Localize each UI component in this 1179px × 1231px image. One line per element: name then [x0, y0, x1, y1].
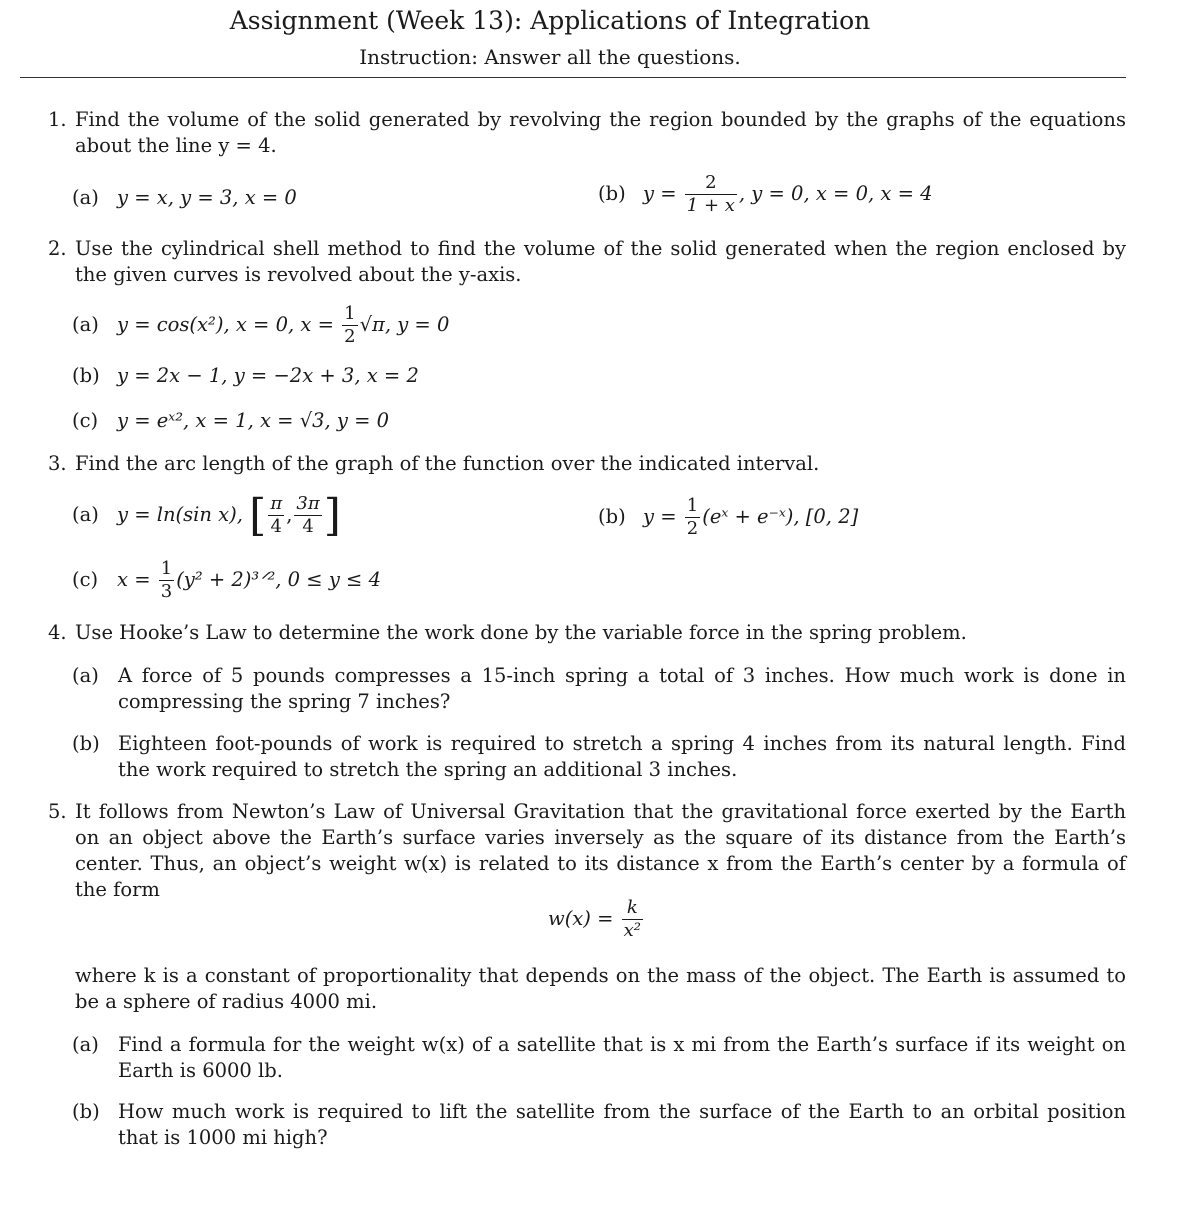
q3-part-c	[72, 558, 381, 603]
question-text: Find the volume of the solid generated by revolving the region bounded by the graphs of the equations about the line y = 4.	[75, 108, 1126, 157]
question-number: 2.	[48, 237, 67, 260]
part-label: (b)	[72, 732, 100, 755]
q3-part-a: (a) y = ln(sin x), [ $\frac{\pi}{4}$ , $\frac{3\pi}{4}$ ]	[72, 489, 341, 541]
part-label: (a)	[72, 313, 99, 336]
q5-part-b-text: How much work is required to lift the satellite from the surface of the Earth to an orbital position that is 1000 mi high?	[118, 1100, 1126, 1149]
denominator: 2	[344, 326, 356, 347]
q4-part-b-text: Eighteen foot-pounds of work is required to stretch a spring 4 inches from its natural length. Find the work required to stretch the spring an additional 3 inches.	[118, 732, 1126, 781]
q1-part-b	[598, 172, 933, 217]
question-number: 1.	[48, 108, 67, 131]
math-expression: y = x, y = 3, x = 0	[117, 186, 297, 209]
numerator: k	[622, 897, 643, 920]
math-expression: x =	[117, 568, 151, 591]
part-label: (a)	[72, 186, 99, 209]
fraction	[159, 558, 174, 603]
question-5	[48, 799, 1126, 903]
fraction	[685, 172, 737, 217]
left-bracket: [	[249, 489, 267, 541]
part-label: (c)	[72, 568, 99, 591]
page-title: Assignment (Week 13): Applications of Integration	[229, 6, 871, 35]
numerator: 3π	[296, 493, 320, 514]
fraction	[294, 493, 321, 538]
question-number: 3.	[48, 452, 67, 475]
question-text: Use Hooke’s Law to determine the work done by the variable force in the spring problem.	[75, 621, 967, 644]
question-2	[48, 236, 1126, 288]
q5-part-a-text: Find a formula for the weight w(x) of a satellite that is x mi from the Earth’s surface if its weight on Earth is 6000 lb.	[118, 1033, 1126, 1082]
q2-part-a	[72, 303, 449, 348]
part-label: (b)	[598, 182, 626, 205]
question-text: It follows from Newton’s Law of Universal Gravitation that the gravitational force exerted by the Earth on an object above the Earth’s surface varies inversely as the square of its distance from the Earth’s center. Thus, an object’s weight w(x) is related to its distance x from the Earth’s center by a formula of the form	[75, 800, 1126, 901]
math-expression: √π, y = 0	[359, 313, 450, 336]
math-expression: (eˣ + e⁻ˣ), [0, 2]	[702, 505, 859, 528]
question-3	[48, 451, 1126, 477]
math-expression: y =	[643, 182, 677, 205]
question-text: Use the cylindrical shell method to find the volume of the solid generated when the region enclosed by the given curves is revolved about the y-axis.	[75, 237, 1126, 286]
math-expression: y = eˣ², x = 1, x = √3, y = 0	[117, 409, 390, 432]
denominator: x²	[623, 920, 642, 941]
q4-part-a-text: A force of 5 pounds compresses a 15-inch spring a total of 3 inches. How much work is done in compressing the spring 7 inches?	[118, 664, 1126, 713]
right-bracket: ]	[323, 489, 341, 541]
part-label: (a)	[72, 503, 99, 526]
part-label: (b)	[72, 1100, 100, 1123]
q1-part-a	[72, 185, 297, 211]
denominator: 1 + x	[686, 195, 735, 216]
math-expression: y = ln(sin x),	[117, 503, 243, 526]
part-label: (c)	[72, 409, 99, 432]
fraction	[685, 495, 700, 540]
math-expression: , y = 0, x = 0, x = 4	[738, 182, 933, 205]
q3-part-b	[598, 495, 858, 540]
q5-continuation-text: where k is a constant of proportionality that depends on the mass of the object. The Earth is assumed to be a sphere of radius 4000 mi.	[75, 964, 1126, 1013]
weight-formula	[548, 897, 645, 942]
denominator: 2	[686, 518, 699, 539]
part-label: (a)	[72, 664, 99, 687]
question-number: 4.	[48, 621, 67, 644]
numerator: π	[270, 493, 283, 514]
question-4	[48, 620, 1126, 646]
fraction	[342, 303, 357, 348]
math-expression: y = cos(x²), x = 0, x =	[117, 313, 334, 336]
part-label: (b)	[72, 364, 100, 387]
math-expression: y = 2x − 1, y = −2x + 3, x = 2	[117, 364, 419, 387]
fraction	[622, 897, 643, 942]
question-text: Find the arc length of the graph of the function over the indicated interval.	[75, 452, 820, 475]
numerator: 1	[344, 303, 356, 324]
numerator: 1	[686, 495, 699, 516]
denominator: 4	[302, 516, 314, 537]
q2-part-c	[72, 408, 389, 434]
fraction	[268, 493, 284, 538]
numerator: 1	[160, 558, 173, 579]
part-label: (a)	[72, 1033, 99, 1056]
q2-part-b	[72, 363, 419, 389]
math-expression: w(x) =	[548, 907, 614, 930]
denominator: 4	[270, 516, 282, 537]
question-number: 5.	[48, 800, 67, 823]
instruction-line: Instruction: Answer all the questions.	[359, 45, 741, 69]
math-expression: (y² + 2)³ᐟ², 0 ≤ y ≤ 4	[176, 568, 381, 591]
numerator: 2	[685, 172, 737, 195]
part-label: (b)	[598, 505, 626, 528]
denominator: 3	[160, 581, 173, 602]
question-1	[48, 107, 1126, 159]
math-expression: y =	[643, 505, 677, 528]
header-divider	[20, 77, 1126, 78]
